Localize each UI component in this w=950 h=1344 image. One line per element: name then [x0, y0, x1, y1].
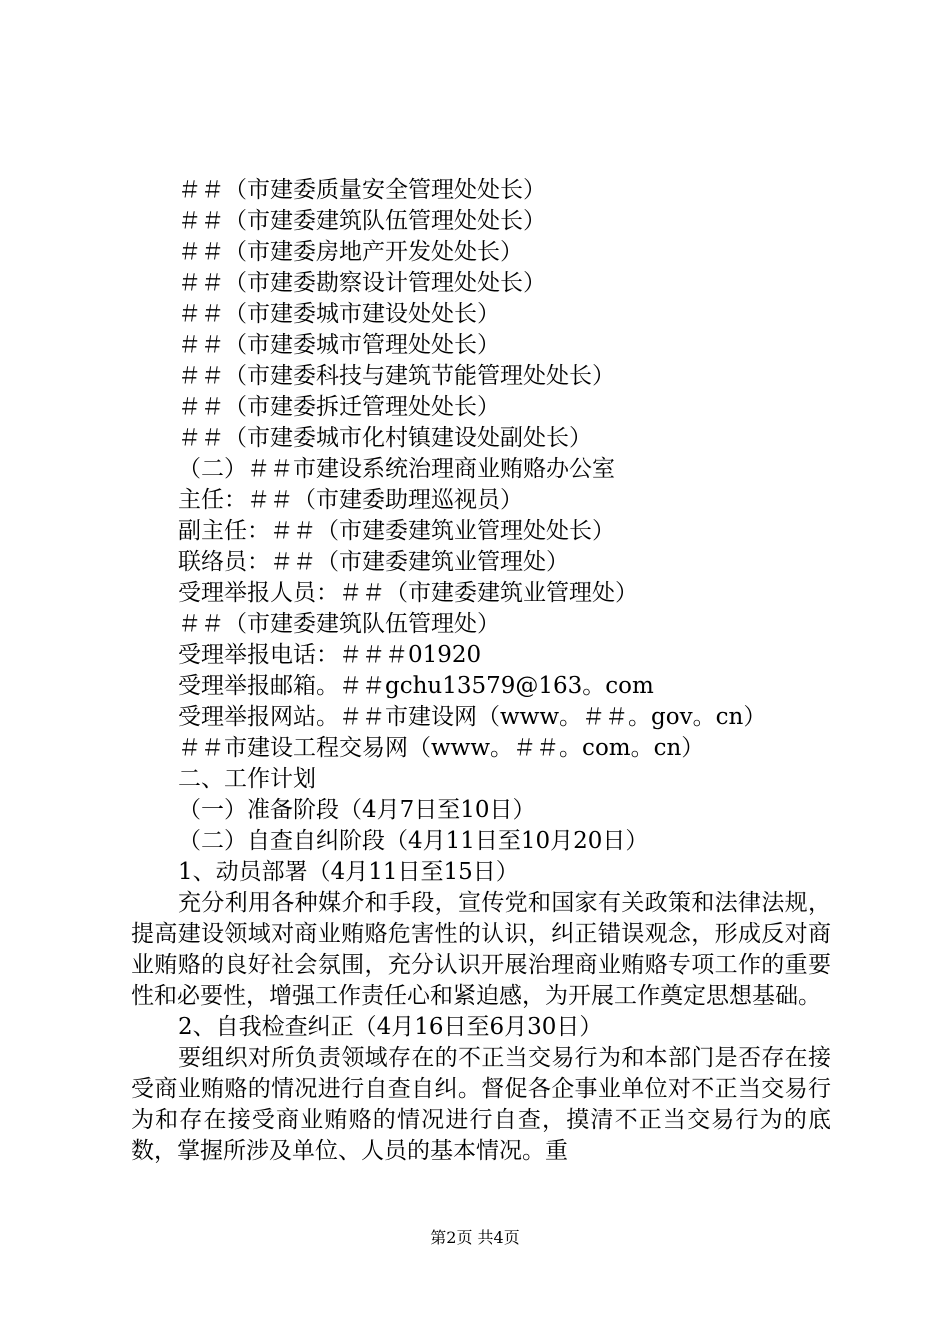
paragraph: 要组织对所负责领域存在的不正当交易行为和本部门是否存在接受商业贿赂的情况进行自查自纠。督促各企事业单位对不正当交易行为和存在接受商业贿赂的情况进行自查，摸清不正当交易行为的底数，掌握所涉及单位、人员的基本情况。重 — [131, 1045, 831, 1164]
text-line: ＃＃（市建委建筑队伍管理处） — [178, 611, 500, 637]
text-line: ＃＃（市建委城市化村镇建设处副处长） — [178, 425, 592, 451]
text-line: ＃＃（市建委科技与建筑节能管理处处长） — [178, 363, 615, 389]
text-line: 副主任：＃＃（市建委建筑业管理处处长） — [178, 518, 615, 544]
section-heading: （二）自查自纠阶段（4月11日至10月20日） — [178, 828, 649, 854]
text-line: 受理举报电话：＃＃＃01920 — [178, 642, 482, 668]
text-line: 受理举报网站。＃＃市建设网（www。＃＃。gov。cn） — [178, 704, 767, 730]
section-heading: 二、工作计划 — [178, 766, 316, 792]
text-line: ＃＃市建设工程交易网（www。＃＃。com。cn） — [178, 735, 705, 761]
document-body — [131, 175, 831, 1167]
text-line: 受理举报邮箱。＃＃gchu13579@163。com — [178, 673, 654, 699]
section-heading: （一）准备阶段（4月7日至10日） — [178, 797, 536, 823]
section-heading: 1、动员部署（4月11日至15日） — [178, 859, 519, 885]
section-heading: 2、自我检查纠正（4月16日至6月30日） — [178, 1014, 603, 1040]
page-footer: 第2页 共4页 — [430, 1228, 520, 1247]
text-line: ＃＃（市建委质量安全管理处处长） — [178, 177, 546, 203]
text-line: ＃＃（市建委城市管理处处长） — [178, 332, 500, 358]
text-line: ＃＃（市建委建筑队伍管理处处长） — [178, 208, 546, 234]
text-line: 受理举报人员：＃＃（市建委建筑业管理处） — [178, 580, 638, 606]
text-line: ＃＃（市建委房地产开发处处长） — [178, 239, 523, 265]
text-line: 主任：＃＃（市建委助理巡视员） — [178, 487, 523, 513]
text-line: 联络员：＃＃（市建委建筑业管理处） — [178, 549, 569, 575]
paragraph: 充分利用各种媒介和手段，宣传党和国家有关政策和法律法规，提高建设领域对商业贿赂危害性的认识，纠正错误观念，形成反对商业贿赂的良好社会氛围，充分认识开展治理商业贿赂专项工作的重要性和必要性，增强工作责任心和紧迫感，为开展工作奠定思想基础。 — [131, 890, 831, 1009]
text-line: ＃＃（市建委勘察设计管理处处长） — [178, 270, 546, 296]
text-line: ＃＃（市建委拆迁管理处处长） — [178, 394, 500, 420]
section-heading: （二）＃＃市建设系统治理商业贿赂办公室 — [178, 456, 615, 482]
text-line: ＃＃（市建委城市建设处处长） — [178, 301, 500, 327]
